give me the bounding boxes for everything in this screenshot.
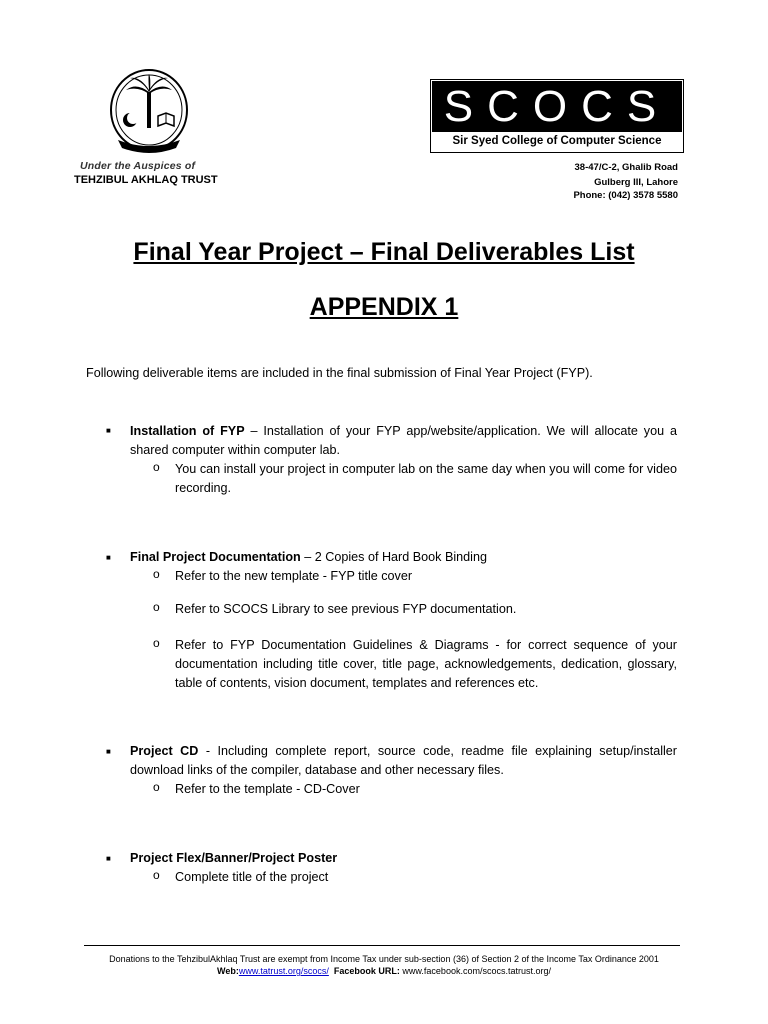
item-text: - Including complete report, source code, readme file explaining setup/installer download links of the compiler, database and other necessary files.	[130, 744, 677, 777]
facebook-label: Facebook URL:	[333, 966, 400, 976]
facebook-link[interactable]: www.facebook.com/scocs.tatrust.org/	[402, 966, 551, 976]
bullet-square-icon: ■	[106, 553, 111, 562]
list-item-documentation	[130, 548, 487, 567]
sub-item: Refer to the template - CD-Cover	[175, 782, 360, 796]
bullet-square-icon: ■	[106, 747, 111, 756]
sub-item: Refer to SCOCS Library to see previous FYP documentation.	[175, 602, 517, 616]
sub-item: Complete title of the project	[175, 870, 329, 884]
phone-number: Phone: (042) 3578 5580	[573, 190, 678, 201]
document-title: Final Year Project – Final Deliverables List	[133, 238, 635, 266]
bullet-circle-icon: o	[153, 636, 160, 650]
list-item-project-cd	[130, 742, 677, 780]
college-name: Sir Syed College of Computer Science	[452, 135, 662, 147]
footer-divider	[84, 945, 680, 946]
college-logo-abbr: SCOCS	[432, 81, 682, 132]
bullet-circle-icon: o	[153, 868, 160, 882]
web-link[interactable]: www.tatrust.org/scocs/	[238, 966, 329, 976]
footer-donation-note: Donations to the TehzibulAkhlaq Trust are exempt from Income Tax under sub-section (36) of Section 2 of the Income Tax Ordinance 2001	[109, 954, 659, 964]
bullet-circle-icon: o	[153, 460, 160, 474]
appendix-heading: APPENDIX 1	[309, 293, 459, 321]
address-line-2: Gulberg III, Lahore	[594, 177, 678, 188]
list-item-flex-banner	[130, 849, 337, 868]
item-heading: Project CD	[130, 744, 199, 758]
sub-item: You can install your project in computer lab on the same day when you will come for video recording.	[175, 462, 677, 495]
bullet-square-icon: ■	[106, 426, 111, 435]
item-heading: Final Project Documentation	[130, 550, 301, 564]
item-text: – Installation of your FYP app/website/application. We will allocate you a shared computer within computer lab.	[130, 424, 677, 457]
web-label: Web:	[217, 966, 239, 976]
trust-logo	[106, 66, 192, 158]
bullet-circle-icon: o	[153, 600, 160, 614]
sub-item: Refer to the new template - FYP title cover	[175, 569, 413, 583]
item-heading: Installation of FYP	[130, 424, 245, 438]
list-item-installation	[130, 422, 677, 460]
item-heading: Project Flex/Banner/Project Poster	[130, 851, 338, 865]
bullet-square-icon: ■	[106, 854, 111, 863]
bullet-circle-icon: o	[153, 780, 160, 794]
item-text: – 2 Copies of Hard Book Binding	[300, 550, 487, 564]
trust-name: TEHZIBUL AKHLAQ TRUST	[74, 174, 218, 186]
sub-item: Refer to FYP Documentation Guidelines & Diagrams - for correct sequence of your documentation including title cover, title page, acknowledgements, dedication, glossary, table of contents, vision document, templates and references etc.	[175, 638, 677, 690]
bullet-circle-icon: o	[153, 567, 160, 581]
address-line-1: 38-47/C-2, Ghalib Road	[574, 162, 678, 173]
trust-auspices-text: Under the Auspices of	[80, 160, 196, 172]
footer-links	[0, 966, 768, 976]
intro-paragraph: Following deliverable items are included in the final submission of Final Year Project (FYP).	[86, 366, 593, 380]
